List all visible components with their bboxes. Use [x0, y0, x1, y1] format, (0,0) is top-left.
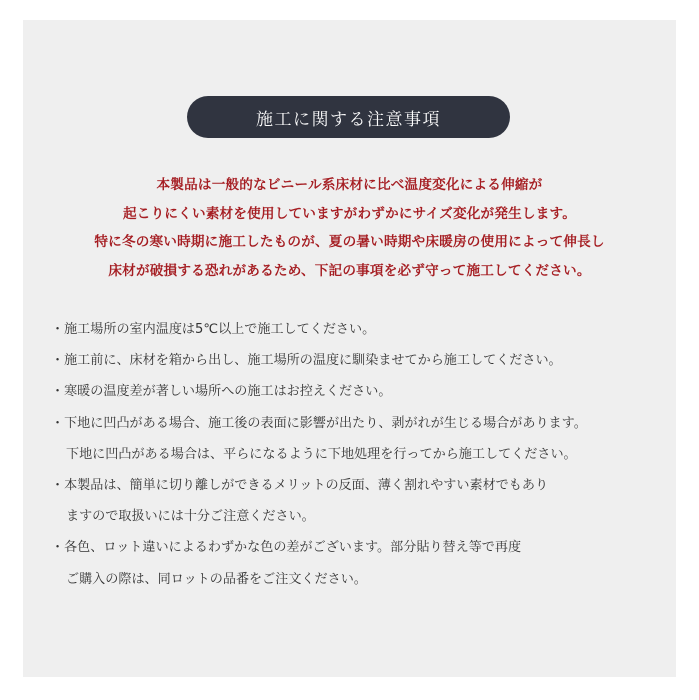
warning-line: 本製品は一般的なビニール系床材に比べ温度変化による伸縮が — [156, 177, 543, 193]
caution-item-continuation: ますので取扱いには十分ご注意ください。 — [66, 509, 315, 525]
caution-item: ・各色、ロット違いによるわずかな色の差がございます。部分貼り替え等で再度 — [51, 540, 522, 556]
warning-line: 特に冬の寒い時期に施工したものが、夏の暑い時期や床暖房の使用によって伸長し — [94, 234, 605, 250]
caution-item: ・寒暖の温度差が著しい場所への施工はお控えください。 — [51, 384, 392, 400]
caution-item-continuation: 下地に凹凸がある場合は、平らになるように下地処理を行ってから施工してください。 — [66, 446, 577, 462]
notice-panel — [23, 20, 676, 677]
caution-list — [51, 314, 671, 595]
warning-line: 床材が破損する恐れがあるため、下記の事項を必ず守って施工してください。 — [108, 262, 591, 279]
warning-line: 起こりにくい素材を使用していますがわずかにサイズ変化が発生します。 — [122, 205, 576, 222]
caution-item: ・施工前に、床材を箱から出し、施工場所の温度に馴染ませてから施工してください。 — [51, 353, 562, 369]
caution-item-continuation: ご購入の際は、同ロットの品番をご注文ください。 — [66, 571, 367, 587]
warning-text-block — [23, 171, 676, 285]
caution-item: ・施工場所の室内温度は5℃以上で施工してください。 — [51, 322, 376, 337]
caution-item: ・本製品は、簡単に切り離しができるメリットの反面、薄く割れやすい素材でもあり — [51, 478, 549, 494]
section-title-badge — [187, 96, 510, 138]
section-title: 施工に関する注意事項 — [256, 109, 441, 130]
caution-item: ・下地に凹凸がある場合、施工後の表面に影響が出たり、剥がれが生じる場合があります。 — [51, 415, 587, 431]
